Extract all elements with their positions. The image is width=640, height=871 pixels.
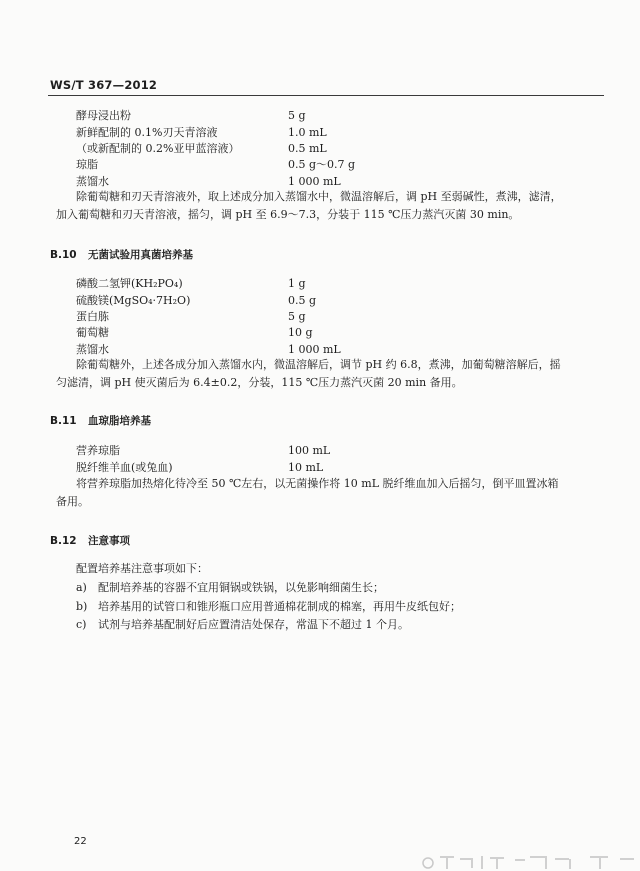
notes-intro: 配置培养基注意事项如下：: [76, 562, 208, 575]
ingredient-amount: 0.5 mL: [288, 142, 327, 155]
ingredient-name: （或新配制的 0.2%亚甲蓝溶液）: [76, 142, 240, 155]
section-number: B.10: [50, 249, 77, 261]
ingredient-name: 蛋白胨: [76, 310, 109, 323]
preparation-paragraph: 将营养琼脂加热熔化待冷至 50 ℃左右，以无菌操作将 10 mL 脱纤维血加入后摇匀，倒平皿置冰箱备用。: [56, 477, 559, 508]
ingredient-name: 葡萄糖: [76, 326, 109, 339]
ingredient-amount: 0.5 g～0.7 g: [288, 158, 356, 171]
list-item-text: 培养基用的试管口和锥形瓶口应用普通棉花制成的棉塞，再用牛皮纸包好；: [98, 600, 461, 613]
ingredient-name: 琼脂: [76, 158, 98, 171]
page-number: 22: [74, 836, 87, 847]
list-item-label: a): [76, 581, 87, 594]
ingredient-amount: 1 000 mL: [288, 343, 341, 356]
section-heading-b11: [50, 413, 151, 428]
list-item-text: 试剂与培养基配制好后应置清洁处保存，常温下不超过 1 个月。: [98, 618, 409, 631]
ingredient-name: 新鲜配制的 0.1%刃天青溶液: [76, 126, 218, 139]
ingredient-amount: 10 mL: [288, 461, 324, 474]
list-item-label: b): [76, 600, 88, 613]
ingredient-amount: 10 g: [288, 326, 313, 339]
preparation-paragraph: 除葡萄糖外，上述各成分加入蒸馏水内，微温溶解后，调节 pH 约 6.8，煮沸，加葡萄糖溶解后，摇匀滤清，调 pH 使灭菌后为 6.4±0.2，分装，115 ℃压力蒸汽灭菌 20 min 备用。: [56, 358, 561, 389]
section-title: 无菌试验用真菌培养基: [88, 249, 193, 261]
section-title: 血琼脂培养基: [88, 415, 151, 427]
header-rule: [48, 95, 604, 96]
ingredient-name: 酵母浸出粉: [76, 109, 131, 122]
list-item-label: c): [76, 618, 87, 631]
ingredient-name: 蒸馏水: [76, 175, 109, 188]
ingredient-name: 硫酸镁(MgSO₄·7H₂O): [76, 294, 191, 307]
list-item-text: 配制培养基的容器不宜用铜锅或铁锅，以免影响细菌生长；: [98, 581, 384, 594]
list-item: [76, 598, 461, 614]
list-item: [76, 616, 409, 632]
ingredient-name: 营养琼脂: [76, 444, 120, 457]
ingredient-amount: 1.0 mL: [288, 126, 327, 139]
ingredient-amount: 0.5 g: [288, 294, 317, 307]
section-number: B.11: [50, 415, 77, 427]
ingredient-amount: 5 g: [288, 310, 306, 323]
ingredient-name: 脱纤维羊血(或兔血): [76, 461, 173, 474]
section-heading-b12: [50, 533, 130, 548]
ingredient-name: 蒸馏水: [76, 343, 109, 356]
list-item: [76, 579, 384, 595]
section-number: B.12: [50, 535, 77, 547]
ingredient-amount: 5 g: [288, 109, 306, 122]
ingredient-name: 磷酸二氢钾(KH₂PO₄): [76, 277, 183, 290]
preparation-paragraph: 除葡萄糖和刃天青溶液外，取上述成分加入蒸馏水中，微温溶解后，调 pH 至弱碱性，煮沸，滤清，加入葡萄糖和刃天青溶液，摇匀，调 pH 至 6.9～7.3，分装于 115 ℃压力蒸汽灭菌 30 min。: [56, 190, 562, 221]
ingredient-amount: 1 000 mL: [288, 175, 341, 188]
ingredient-amount: 100 mL: [288, 444, 331, 457]
ingredient-amount: 1 g: [288, 277, 306, 290]
section-heading-b10: [50, 247, 193, 262]
watermark: [420, 851, 640, 871]
standard-code: WS/T 367—2012: [50, 78, 158, 92]
section-title: 注意事项: [88, 535, 130, 547]
